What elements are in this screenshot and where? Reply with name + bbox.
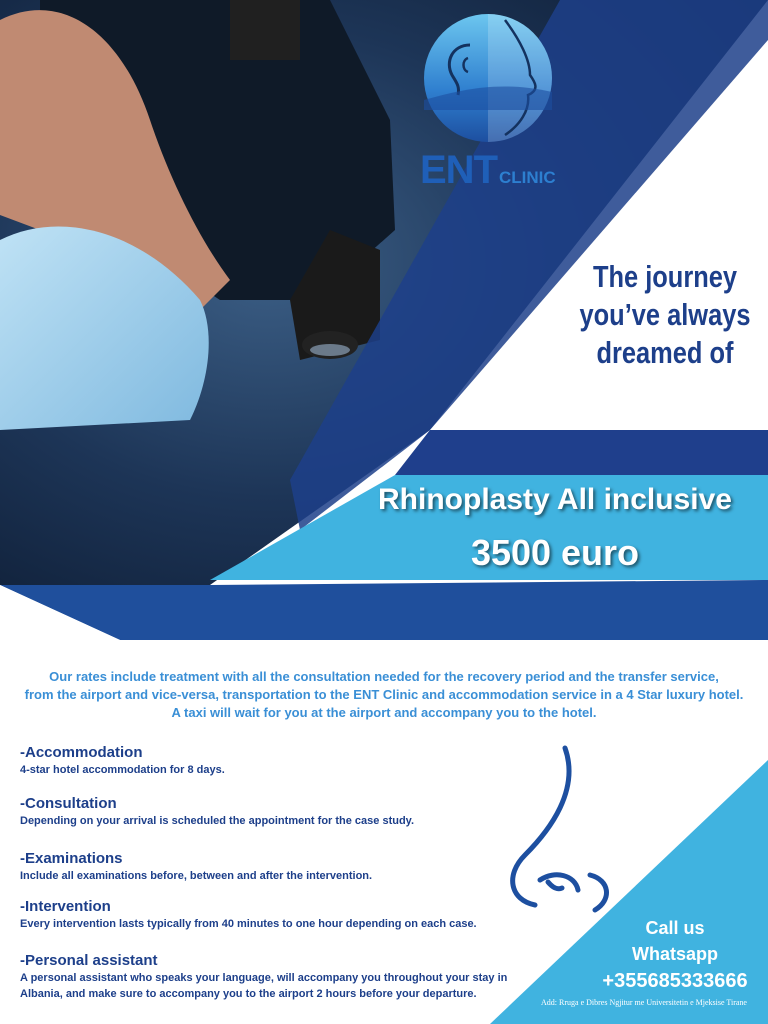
feature-intervention: [20, 898, 540, 932]
feature-title: -Accommodation: [20, 744, 143, 761]
feature-title: -Consultation: [20, 795, 117, 812]
intro-line: from the airport and vice-versa, transportation to the ENT Clinic and accommodation service in a 4 Star luxury hotel.: [24, 687, 744, 702]
offer-price: 3500 euro: [470, 532, 640, 573]
tagline-line: dreamed of: [596, 335, 734, 370]
intro-line: A taxi will wait for you at the airport and accompany you to the hotel.: [171, 705, 597, 720]
whatsapp-label: Whatsapp: [631, 944, 718, 964]
feature-accommodation: [20, 744, 540, 778]
intro-line: Our rates include treatment with all the consultation needed for the recovery period and the transfer service,: [49, 669, 719, 684]
contact-block: [585, 915, 765, 995]
feature-desc: Depending on your arrival is scheduled the appointment for the case study.: [20, 815, 415, 827]
feature-desc: A personal assistant who speaks your language, will accompany you throughout your stay in Albania, and make sure to accompany you to the airport 2 hours before your departure.: [20, 972, 508, 1000]
call-us-label: Call us: [645, 918, 705, 938]
brand-logo-text: [420, 150, 556, 190]
brand-name-main: ENT: [420, 148, 497, 192]
intro-paragraph: [10, 668, 758, 722]
feature-desc: Include all examinations before, between and after the intervention.: [20, 870, 373, 882]
tagline-line: you’ve always: [579, 297, 751, 332]
feature-consultation: [20, 795, 540, 829]
feature-desc: 4-star hotel accommodation for 8 days.: [20, 764, 225, 776]
feature-title: -Examinations: [20, 850, 123, 867]
feature-examinations: [20, 850, 540, 884]
brand-name-sub: CLINIC: [499, 168, 556, 187]
ear-and-face-profile-logo: [424, 14, 552, 142]
feature-title: -Personal assistant: [20, 952, 158, 969]
feature-personal-assistant: [20, 952, 540, 1002]
feature-desc: Every intervention lasts typically from 40 minutes to one hour depending on each case.: [20, 918, 477, 930]
tagline-line: The journey: [592, 259, 738, 294]
hero-tagline: [579, 258, 751, 372]
feature-title: -Intervention: [20, 898, 111, 915]
offer-title: Rhinoplasty All inclusive: [378, 483, 732, 516]
clinic-address: Add: Rruga e Dibres Ngjitur me Universitetin e Mjeksise Tirane: [541, 998, 747, 1007]
phone-number[interactable]: +355685333666: [602, 970, 748, 992]
